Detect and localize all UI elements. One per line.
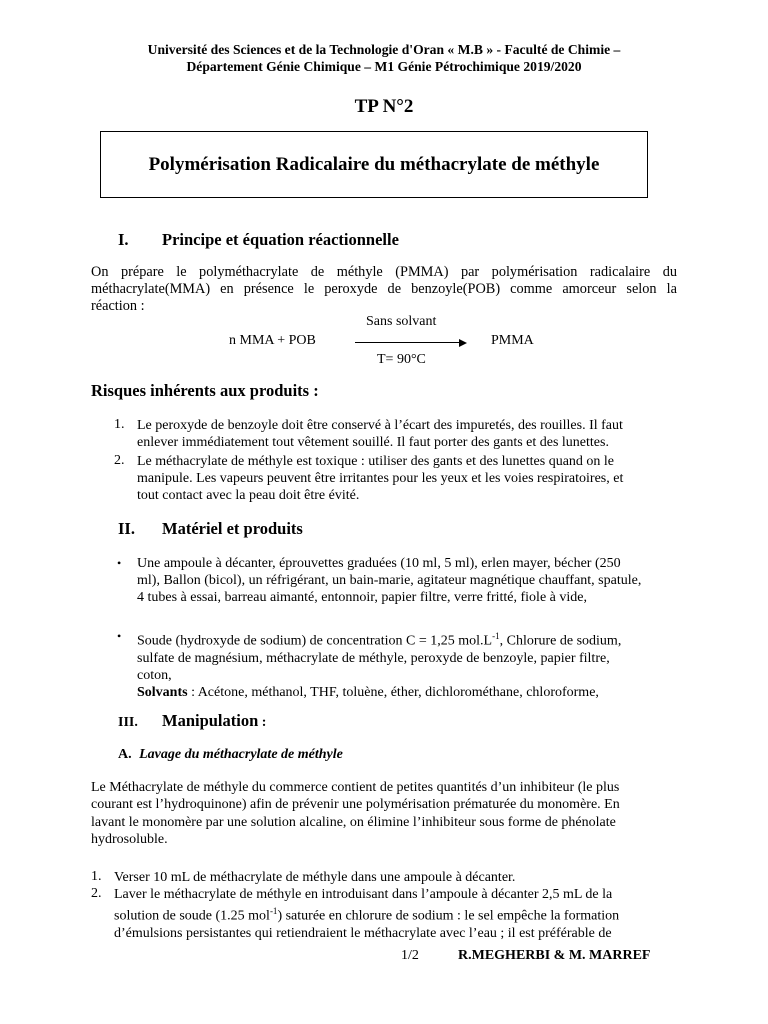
products-line [137, 628, 677, 650]
step-2 [114, 886, 677, 942]
risk-item-line: enlever immédiatement tout vêtement souillé. Il faut porter des gants et des lunettes. [137, 435, 609, 450]
subsection-a-heading [118, 746, 343, 763]
equipment-line: Une ampoule à décanter, éprouvettes graduées (10 ml, 5 ml), erlen mayer, bécher (250 [137, 556, 621, 571]
step-line: d’émulsions persistantes qui retiendraient le méthacrylate avec l’eau ; il est préférable de [114, 925, 612, 941]
risk-item-2 [137, 453, 677, 504]
section-2-number: II. [118, 519, 135, 538]
paragraph-line: réaction : [91, 298, 145, 314]
paragraph-line: méthacrylate(MMA) en présence le peroxyde de benzoyle(POB) comme amorceur selon la [91, 281, 677, 297]
header-university-line: Université des Sciences et de la Technologie d'Oran « M.B » - Faculté de Chimie – [147, 42, 621, 57]
products-line-part: , Chlorure de sodium, [499, 633, 622, 649]
paragraph-line: Le Méthacrylate de méthyle du commerce contient de petites quantités d’un inhibiteur (le plus [91, 780, 620, 795]
paragraph-line: courant est l’hydroquinone) afin de prévenir une polymérisation prématurée du monomère. En [91, 797, 620, 813]
equation-condition-solvent: Sans solvant [366, 314, 437, 329]
section-1-title: Principe et équation réactionnelle [162, 230, 399, 249]
risk-item-line: Le méthacrylate de méthyle est toxique : utiliser des gants et des lunettes quand on le [137, 454, 615, 469]
section-2-title: Matériel et produits [162, 519, 303, 538]
section-3-heading [118, 711, 266, 731]
title-box [100, 131, 648, 198]
step-line-part: ) saturée en chlorure de sodium : le sel empêche la formation [277, 908, 620, 924]
equation-product: PMMA [491, 333, 534, 348]
step-1: Verser 10 mL de méthacrylate de méthyle dans une ampoule à décanter. [114, 870, 516, 885]
section-2-heading [118, 519, 303, 539]
solvents-text: : Acétone, méthanol, THF, toluène, éther, dichlorométhane, chloroforme, [187, 684, 599, 700]
subsection-a-number: A. [118, 747, 132, 762]
equation-reactants: n MMA + POB [229, 333, 316, 348]
step-number: 1. [91, 869, 102, 884]
superscript: -1 [492, 631, 500, 641]
section-1-paragraph [91, 264, 677, 315]
risk-item-line: manipule. Les vapeurs peuvent être irritantes pour les yeux et les voies respiratoires, et [137, 471, 624, 486]
paragraph-line: On prépare le polyméthacrylate de méthyle (PMMA) par polymérisation radicalaire du [91, 264, 677, 280]
risk-item-number: 2. [114, 453, 125, 468]
solvents-label: Solvants [137, 684, 188, 700]
step-line: Laver le méthacrylate de méthyle en introduisant dans l’ampoule à décanter 2,5 mL de la [114, 887, 613, 902]
section-3-title: Manipulation [162, 711, 259, 730]
risk-item-line: tout contact avec la peau doit être évité. [137, 488, 360, 503]
products-line: coton, [137, 667, 172, 683]
risks-heading: Risques inhérents aux produits : [91, 381, 319, 400]
section-3-title-suffix: : [258, 715, 267, 730]
risk-item-1 [137, 417, 677, 451]
products-list [137, 628, 677, 701]
page-number: 1/2 [401, 948, 419, 963]
solvents-line [137, 684, 677, 701]
equation-condition-temperature: T= 90°C [377, 352, 426, 367]
section-3-number: III. [118, 715, 138, 730]
page-title: Polymérisation Radicalaire du méthacrylate de méthyle [148, 153, 600, 175]
step-line-part: solution de soude (1.25 mol [114, 908, 270, 924]
header-department-line: Département Génie Chimique – M1 Génie Pétrochimique 2019/2020 [186, 59, 582, 74]
paragraph-line: hydrosoluble. [91, 831, 168, 847]
section-3-paragraph [91, 779, 677, 848]
step-number: 2. [91, 886, 102, 901]
section-1-heading [118, 230, 399, 250]
reaction-arrow-icon [355, 342, 465, 343]
risk-item-line: Le peroxyde de benzoyle doit être conservé à l’écart des impuretés, des rouilles. Il faut [137, 418, 623, 433]
products-line-part: Soude (hydroxyde de sodium) de concentration C = 1,25 mol.L [137, 633, 493, 649]
superscript: -1 [269, 906, 278, 916]
footer-authors: R.MEGHERBI & M. MARREF [458, 948, 651, 963]
reaction-arrow-head-icon [459, 339, 467, 347]
section-1-number: I. [118, 230, 129, 249]
equipment-line: ml), Ballon (bicol), un réfrigérant, un bain-marie, agitateur magnétique chauffant, spatule, [137, 573, 642, 588]
equipment-line: 4 tubes à essai, barreau aimanté, entonnoir, papier filtre, verre fritté, fiole à vide, [137, 590, 587, 605]
subsection-a-title: Lavage du méthacrylate de méthyle [139, 747, 343, 762]
step-line [114, 903, 677, 925]
tp-number: TP N°2 [354, 96, 414, 117]
bullet-icon: • [117, 629, 122, 643]
risk-item-number: 1. [114, 417, 125, 432]
bullet-icon: • [117, 556, 122, 570]
equipment-list [137, 555, 677, 606]
products-line: sulfate de magnésium, méthacrylate de méthyle, peroxyde de benzoyle, papier filtre, [137, 650, 610, 666]
paragraph-line: lavant le monomère par une solution alcaline, on élimine l’inhibiteur sous forme de phénolate [91, 814, 616, 830]
